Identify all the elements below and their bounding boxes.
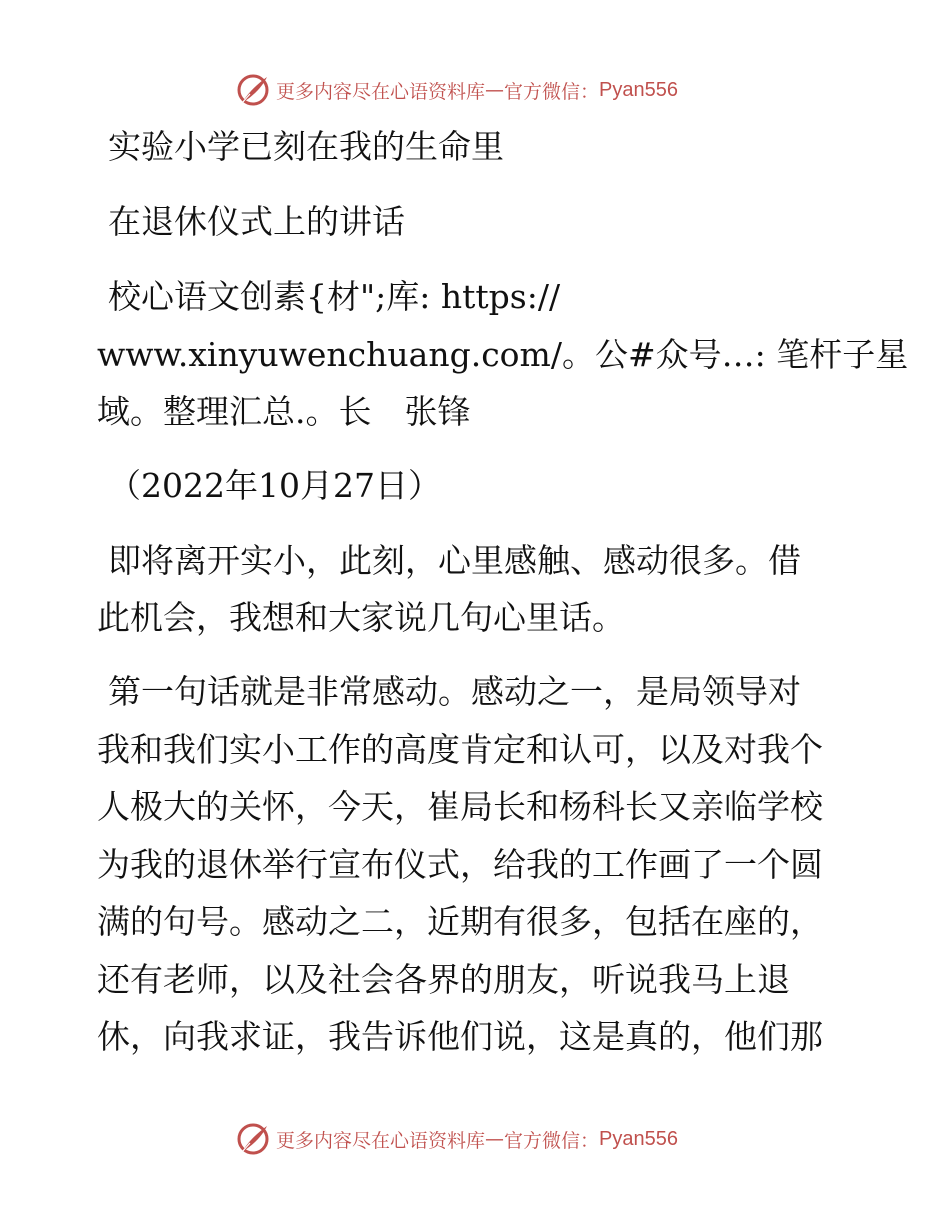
paragraph-1-line: 即将离开实小，此刻，心里感触、感动很多。借 bbox=[108, 541, 801, 580]
banner-text: 更多内容尽在心语资料库 bbox=[276, 80, 486, 103]
quill-pen-circle-icon bbox=[236, 73, 270, 107]
banner-contact-label: 官方微信： bbox=[504, 1129, 600, 1152]
paragraph-2-line: 为我的退休举行宣布仪式，给我的工作画了一个圆 bbox=[97, 845, 823, 884]
footer-banner bbox=[236, 1121, 678, 1157]
paragraph-2-line: 满的句号。感动之二，近期有很多，包括在座的， bbox=[97, 902, 823, 941]
banner-separator: — bbox=[485, 1128, 505, 1150]
document-date: （2022年10月27日） bbox=[108, 466, 441, 505]
source-line-3: 域。整理汇总.。长 张锋 bbox=[97, 392, 471, 431]
banner-separator: — bbox=[485, 79, 505, 101]
paragraph-2-line: 休，向我求证，我告诉他们说，这是真的，他们那 bbox=[97, 1017, 823, 1056]
paragraph-1-line: 此机会，我想和大家说几句心里话。 bbox=[97, 598, 625, 637]
document-title: 实验小学已刻在我的生命里 bbox=[108, 127, 504, 166]
banner-contact-label: 官方微信： bbox=[504, 80, 600, 103]
paragraph-2-line: 第一句话就是非常感动。感动之一，是局领导对 bbox=[108, 672, 801, 711]
document-subtitle: 在退休仪式上的讲话 bbox=[108, 202, 405, 241]
paragraph-2-line: 还有老师，以及社会各界的朋友，听说我马上退 bbox=[97, 960, 790, 999]
banner-contact-id: Pyan556 bbox=[599, 78, 678, 101]
paragraph-2-line: 人极大的关怀，今天，崔局长和杨科长又亲临学校 bbox=[97, 787, 823, 826]
source-line-1: 校心语文创素{材";库: https:// bbox=[108, 277, 561, 316]
source-line-2: www.xinyuwenchuang.com/。公#众号…: 笔杆子星 bbox=[97, 335, 909, 374]
banner-contact-id: Pyan556 bbox=[599, 1127, 678, 1150]
quill-pen-circle-icon bbox=[236, 1122, 270, 1156]
banner-text: 更多内容尽在心语资料库 bbox=[276, 1129, 486, 1152]
header-banner bbox=[236, 72, 678, 108]
paragraph-2-line: 我和我们实小工作的高度肯定和认可，以及对我个 bbox=[97, 730, 823, 769]
